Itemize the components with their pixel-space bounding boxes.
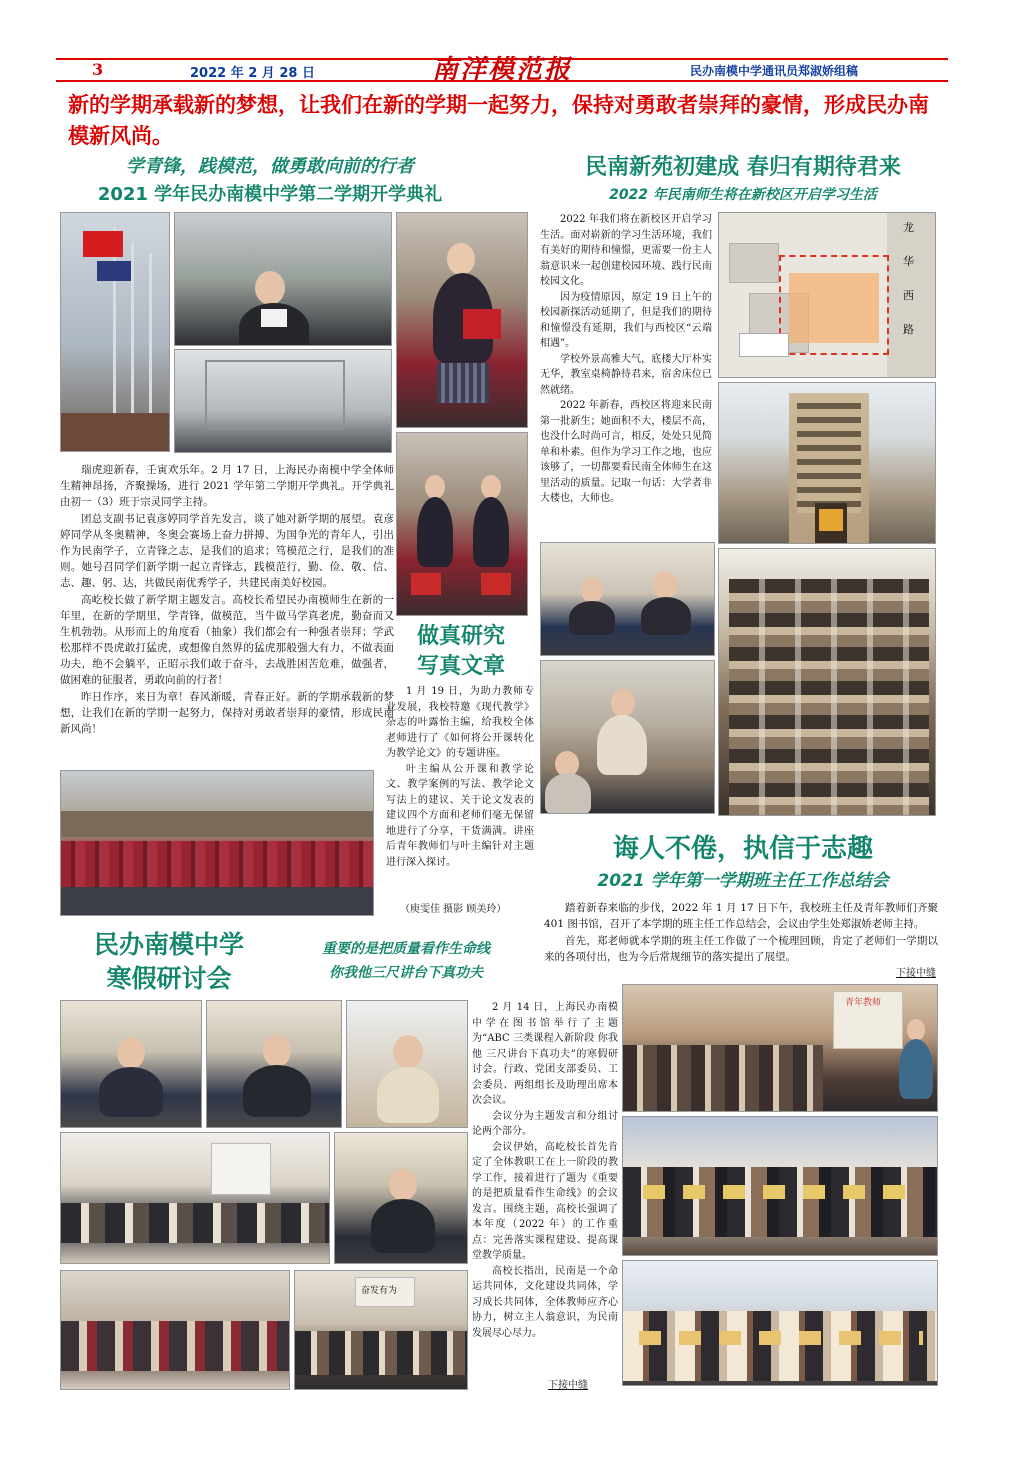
article5-paragraph: 会议分为主题发言和分组讨论两个部分。 <box>472 1110 618 1137</box>
article1-paragraph: 瑞虎迎新春，壬寅欢乐年。2 月 17 日，上海民办南模中学全体师生精神昂扬，齐聚操场，进行 2021 学年第二学期开学典礼。开学典礼由初一（3）班于宗灵同学主持。 <box>60 464 394 508</box>
podium-photo <box>174 349 392 453</box>
article4-subtitle: 2021 学年第一学期班主任工作总结会 <box>597 871 889 891</box>
campus-facade-photo <box>718 548 936 816</box>
article5-title-line2: 寒假研讨会 <box>106 964 232 993</box>
teacher-meeting-photo <box>622 984 938 1112</box>
article5-paragraph: 2 月 14 日，上海民办南模中学在图书馆举行了主题为“ABC 三类课程入新阶段 你我他 三尺讲台下真功夫”的寒假研讨会。行政、党团支部委员、工会委员、两组组长及助理出席本次会议。 <box>472 1002 618 1106</box>
seminar-photo-vice-principal <box>334 1132 468 1264</box>
award-group-photo-2 <box>622 1260 938 1386</box>
map-road-label: 龙 <box>903 221 914 234</box>
seminar-photo-principal <box>60 1000 202 1128</box>
article4-paragraph: 踏着新春来临的步伐，2022 年 1 月 17 日下午，我校班主任及青年教师们齐聚 401 图书馆，召开了本学期的班主任工作总结会，会议由学生处郑淑娇老师主持。 <box>544 902 938 930</box>
article4-body <box>544 900 938 966</box>
article2-title-line2: 写真文章 <box>416 654 505 679</box>
lecture-speakers-photo <box>540 542 715 656</box>
poster-text: 青年教师 <box>845 998 882 1008</box>
campus-map <box>718 212 936 378</box>
article4-title: 诲人不倦，执信于志趣 <box>612 834 873 864</box>
article3-paragraph: 2022 年新春，西校区将迎来民南第一批新生；她面积不大，楼层不高，也没什么时尚可言，相反，处处只见简单和朴素。但作为学习工作之地，也应该够了，一切都要看民南全体师生在这里活动的质量。记取一句话：大学者非大楼也，大师也。 <box>540 400 712 504</box>
article5-body <box>472 1000 618 1341</box>
seminar-group-photo-1 <box>60 1270 290 1390</box>
article1-body <box>60 462 394 738</box>
flag-raising-photo <box>60 212 170 452</box>
article2-paragraph: 1 月 19 日，为助力教师专业发展，我校特邀《现代教学》杂志的叶露怡主编，给我校全体老师进行了《如何将公开课转化为教学论文》的专题讲座。 <box>386 686 534 759</box>
article5-paragraph: 会议伊始，高屹校长首先肯定了全体教职工在上一阶段的教学工作，接着进行了题为《重要的是把质量看作生命线》的会议发言。围绕主题，高校长强调了本年度（2022 年）的工作重点：完善落实课程建设、提高课堂教学质量。 <box>472 1141 618 1261</box>
article5-subtitle-line1: 重要的是把质量看作生命线 <box>322 941 490 957</box>
student-assembly-photo <box>60 770 374 916</box>
article3-body <box>540 212 712 507</box>
principal-speech-photo <box>174 212 392 346</box>
new-campus-building-photo <box>718 382 936 544</box>
article2-paragraph: 叶主编从公开课和教学论文、教学案例的写法、教学论文写法上的建议、关于论文发表的建议四个方面和老师们毫无保留地进行了分享，干货满满。讲座后青年教师们与叶主编针对主题进行深入探讨。 <box>386 763 534 868</box>
award-group-photo-1 <box>622 1116 938 1256</box>
seminar-photo-speaker <box>206 1000 342 1128</box>
board-text: 奋发有为 <box>361 1286 398 1296</box>
article3-paragraph: 因为疫情原因，原定 19 日上午的校园新探活动延期了，但是我们的期待和憧憬没有延期，我们与西校区“云端相遇”。 <box>540 291 712 349</box>
article4-continued: 下接中缝 <box>896 968 936 979</box>
lecture-audience-photo <box>540 660 715 814</box>
editor-credit: 民办南模中学通讯员郑淑娇组稿 <box>690 64 859 78</box>
article2-byline: （庾雯佳 摄影 顾美玲） <box>400 904 507 915</box>
article3-paragraph: 2022 年我们将在新校区开启学习生活。面对崭新的学习生活环境，我们有美好的期待和憧憬，更需要一份主人翁意识来一起创建校园环境、践行民南校园文化。 <box>540 214 712 287</box>
article2-body <box>386 684 534 870</box>
page-number: 3 <box>92 60 104 79</box>
map-road-label: 华 <box>903 255 914 268</box>
article1-paragraph: 昨日作序，来日为章！春风渐暖，青春正好。新的学期承载新的梦想，让我们在新的学期一起努力，保持对勇敢者崇拜的豪情，形成民南新风尚！ <box>60 691 394 735</box>
article3-paragraph: 学校外景高雅大气，底楼大厅朴实无华，教室桌椅静待君来，宿舍床位已然就绪。 <box>540 353 712 396</box>
article5-title-line1: 民办南模中学 <box>93 930 244 959</box>
article4-paragraph: 首先，郑老师就本学期的班主任工作做了一个梳理回顾，肯定了老师们一学期以来的各项付出，也为今后常规细节的落实提出了展望。 <box>544 935 938 963</box>
seminar-group-photo-2 <box>294 1270 468 1390</box>
page-slogan: 新的学期承载新的梦想，让我们在新的学期一起努力，保持对勇敢者崇拜的豪情，形成民办南模新风尚。 <box>68 93 929 148</box>
map-road-label: 西 <box>903 289 914 302</box>
seminar-photo-teacher <box>346 1000 468 1128</box>
article1-subtitle: 2021 学年民办南模中学第二学期开学典礼 <box>97 184 443 205</box>
article1-title: 学青锋，践模范，做勇敢向前的行者 <box>126 156 414 177</box>
article5-subtitle-line2: 你我他三尺讲台下真功夫 <box>329 965 483 981</box>
article1-paragraph: 团总支副书记袁彦婷同学首先发言，谈了她对新学期的展望。袁彦婷同学从冬奥精神，冬奥会赛场上奋力拼搏、为国争光的青年人，引出作为民南学子，立青锋之志，是我们的追求；笃模范之行，是我们的准则。她号召同学们新学期一起立青锋志，践模范行，勤、俭、敬、信、志、趣、躬、达，共做民南优秀学子，共建民南美好校园。 <box>60 513 394 589</box>
issue-date: 2022 年 2 月 28 日 <box>190 66 315 81</box>
article1-paragraph: 高屹校长做了新学期主题发言。高校长希望民办南模师生在新的一年里，在新的学期里，学青锋，做模范，当牛做马学真老虎，勤奋而又生机勃勃。从形而上的角度看（抽象）我们都会有一种强者崇拜；学武松那样不畏虎敢打猛虎，或想像自然界的猛虎那般强大有力，不做表面功夫，绝不会躺平，正昭示我们敢于奋斗，去战胜困苦危难，做强者，做困难的征服者，勇敢向前的行者！ <box>60 594 394 686</box>
masthead: 南洋模范报 <box>432 55 573 85</box>
article2-title-line1: 做真研究 <box>416 624 505 649</box>
article5-paragraph: 高校长指出，民南是一个命运共同体，文化建设共同体，学习成长共同体，全体教师应齐心协力，树立主人翁意识，为民南发展尽心尽力。 <box>472 1265 618 1339</box>
article5-continued: 下接中缝 <box>548 1380 588 1391</box>
article3-title: 民南新苑初建成 春归有期待君来 <box>585 155 901 180</box>
article3-subtitle: 2022 年民南师生将在新校区开启学习生活 <box>609 187 877 203</box>
student-speaker-photo <box>396 212 528 428</box>
seminar-discussion-photo <box>60 1132 330 1264</box>
hosts-photo <box>396 432 528 616</box>
map-road-label: 路 <box>903 323 914 336</box>
